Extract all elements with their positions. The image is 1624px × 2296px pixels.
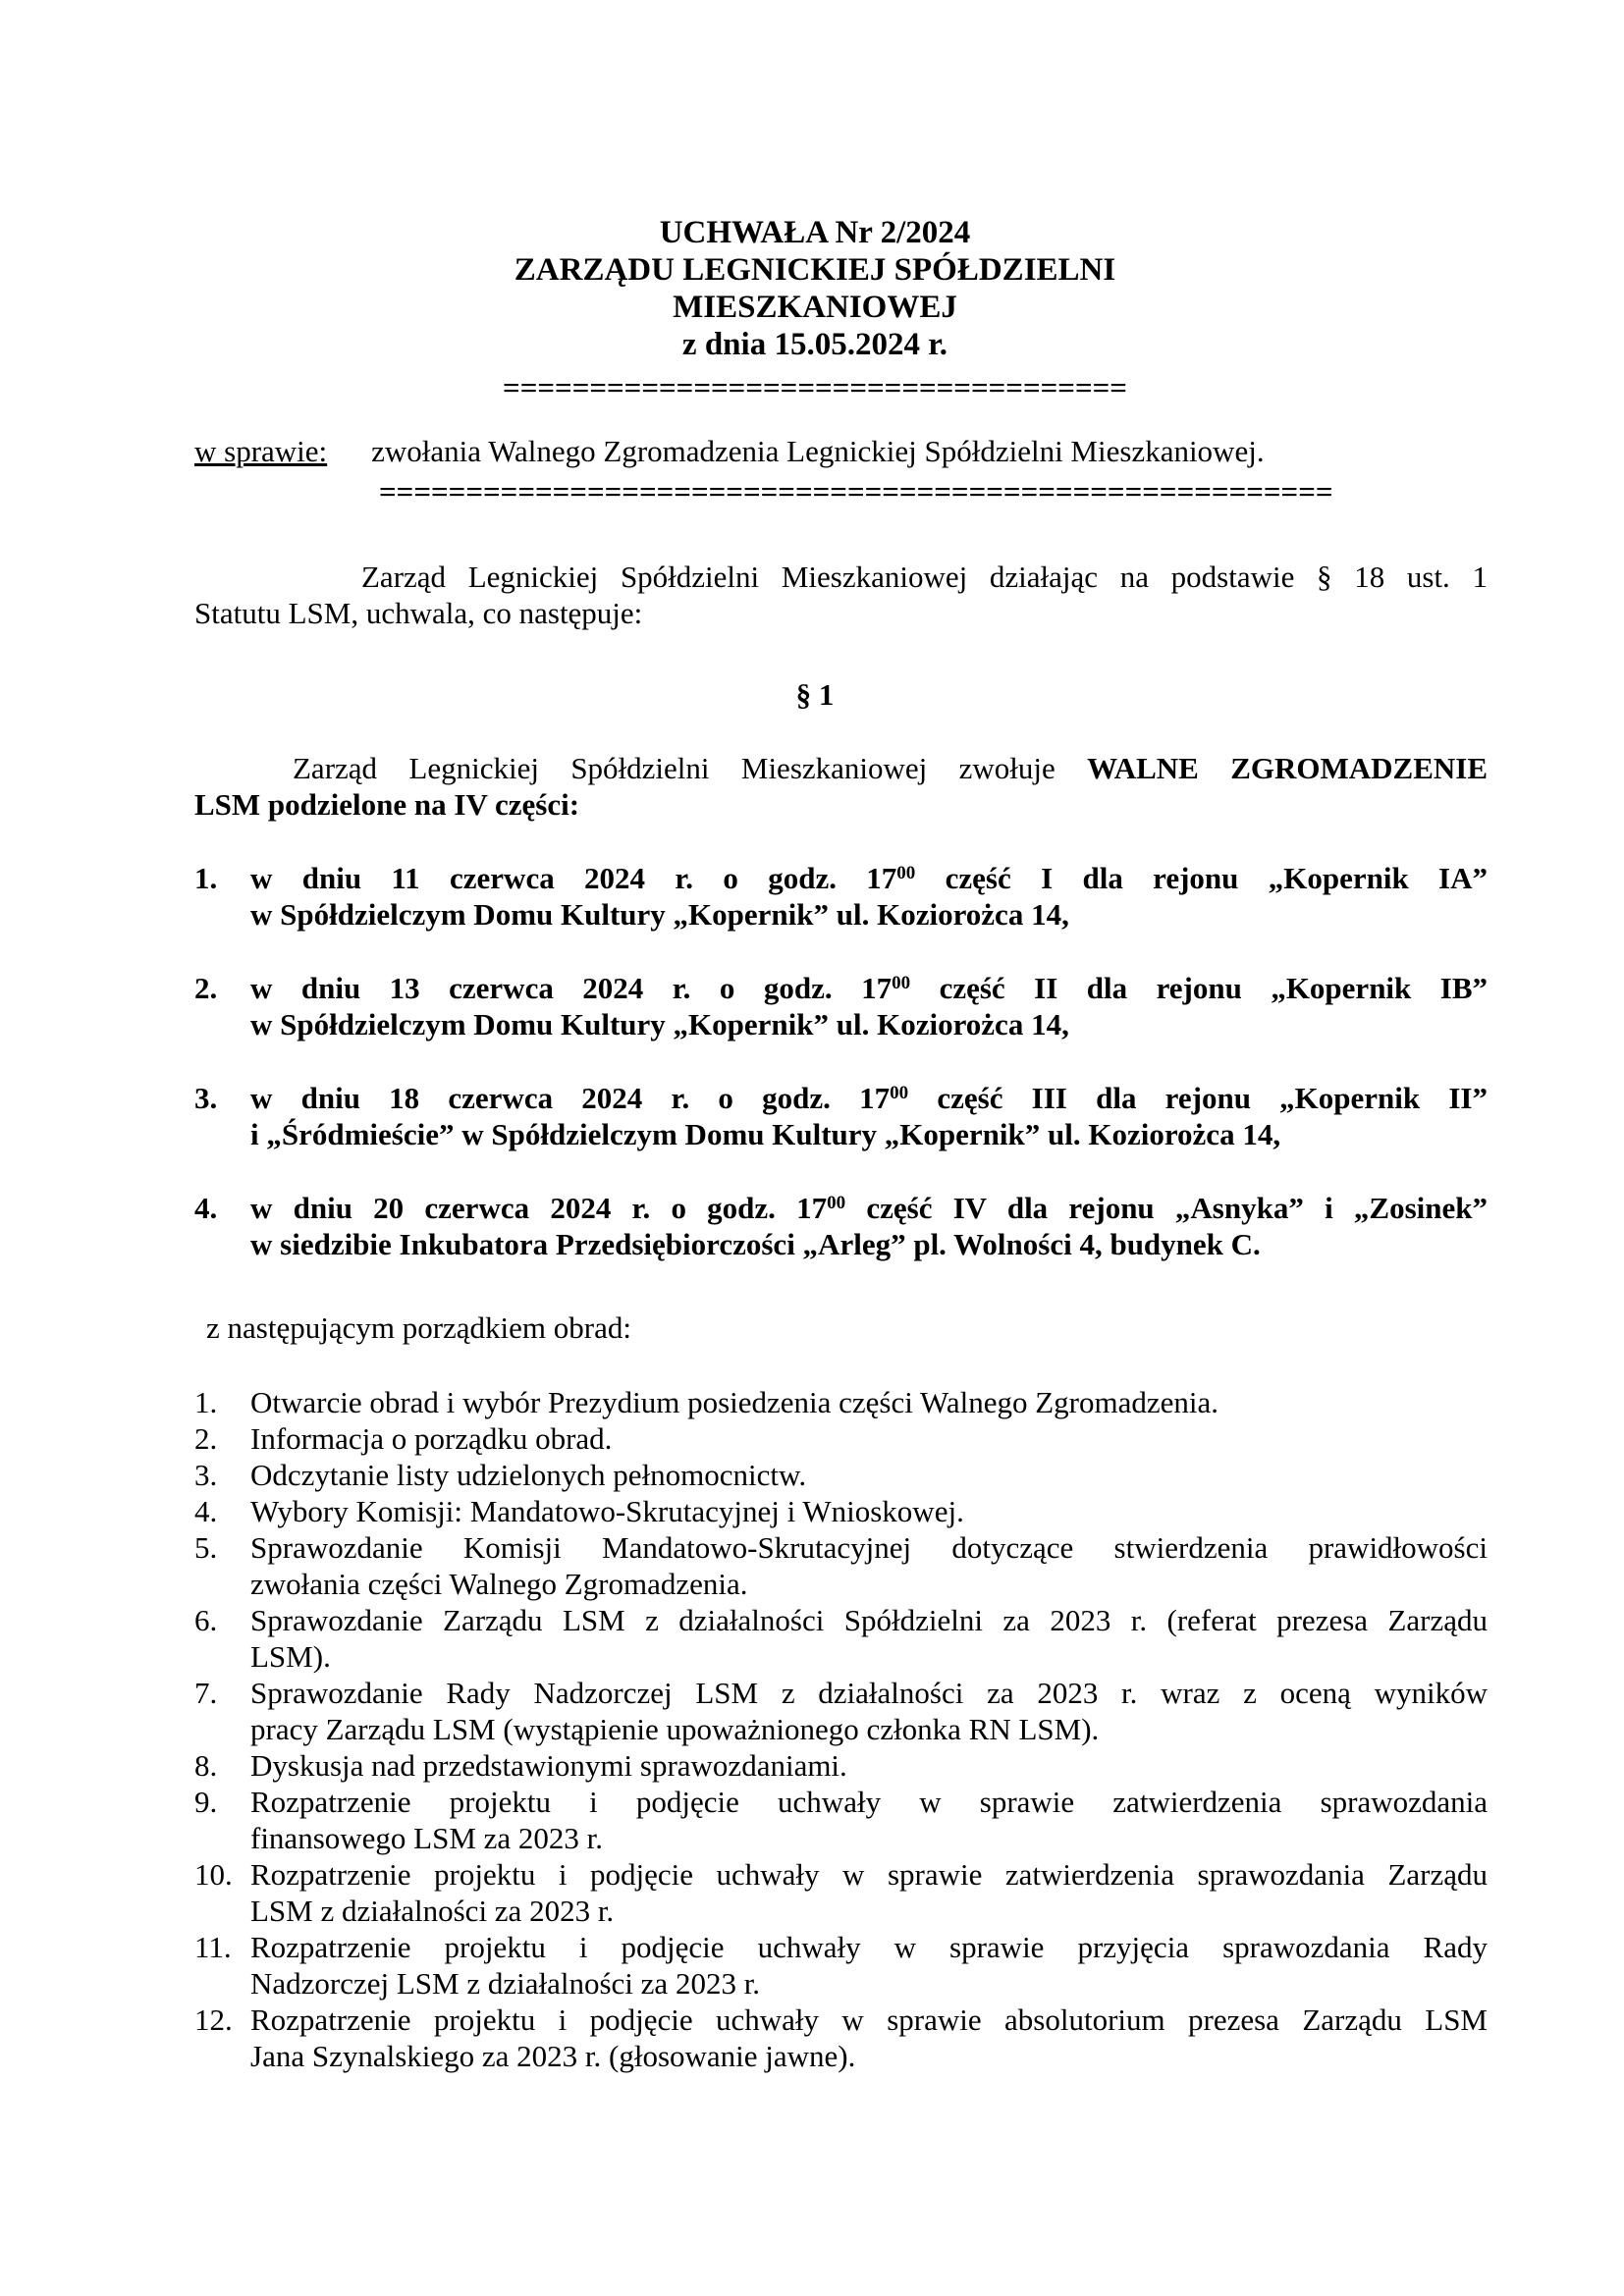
agenda-item (194, 1784, 1488, 1856)
intro-line-1: Zarząd Legnickiej Spółdzielni Mieszkaniowej działając na podstawie § 18 ust. 1 (361, 560, 1488, 594)
agenda-item-number: 6. (194, 1603, 218, 1637)
agenda-item-line2: zwołania części Walnego Zgromadzenia. (250, 1567, 748, 1601)
agenda-item (194, 2002, 1488, 2074)
agenda-item-line2: LSM z działalności za 2023 r. (250, 1894, 615, 1928)
meeting-item-line1: w dniu 18 czerwca 2024 r. o godz. $17^{00}$ część III dla rejonu „Kopernik II” (250, 1081, 1488, 1115)
agenda-item (194, 1457, 1488, 1493)
agenda-item-number: 3. (194, 1458, 218, 1492)
intro-paragraph (194, 559, 1488, 631)
agenda-item-number: 12. (194, 2002, 233, 2037)
subject-text: zwołania Walnego Zgromadzenia Legnickiej Spółdzielni Mieszkaniowej. (371, 434, 1265, 468)
meeting-item (194, 970, 1488, 1042)
agenda-item-number: 7. (194, 1676, 218, 1710)
agenda-item-line1: Rozpatrzenie projektu i podjęcie uchwały w sprawie przyjęcia sprawozdania Rady (250, 1930, 1488, 1964)
opening-line-2: LSM podzielone na IV części: (194, 787, 580, 822)
agenda-item-number: 1. (194, 1385, 218, 1419)
agenda-item (194, 1602, 1488, 1675)
meeting-item-line2: w Spółdzielczym Domu Kultury „Kopernik” ul. Koziorożca 14, (250, 1007, 1069, 1041)
agenda-item (194, 1384, 1488, 1420)
agenda-item (194, 1529, 1488, 1602)
separator-subject: ======================================================= (379, 474, 1333, 508)
agenda-item-line1: Dyskusja nad przedstawionymi sprawozdaniami. (250, 1748, 847, 1783)
title-line-4: z dnia 15.05.2024 r. (681, 327, 948, 362)
meeting-parts-list (194, 860, 1488, 1262)
agenda-item-line2: finansowego LSM za 2023 r. (250, 1821, 604, 1855)
agenda-item (194, 1493, 1488, 1529)
agenda-item-line2: Jana Szynalskiego za 2023 r. (głosowanie jawne). (250, 2039, 856, 2073)
agenda-item-number: 2. (194, 1421, 218, 1456)
document-title (194, 214, 1435, 363)
subject-row (194, 433, 1488, 469)
section-heading: § 1 (795, 677, 835, 712)
agenda-heading: z następującym porządkiem obrad: (206, 1310, 631, 1345)
opening-line-1-bold: WALNE ZGROMADZENIE (1087, 751, 1488, 785)
agenda-item-line1: Informacja o porządku obrad. (250, 1421, 613, 1456)
intro-line-2: Statutu LSM, uchwala, co następuje: (194, 596, 643, 630)
agenda-item (194, 1747, 1488, 1784)
time-superscript: 00 (892, 973, 911, 993)
title-line-1: UCHWAŁA Nr 2/2024 (659, 215, 971, 250)
agenda-item (194, 1675, 1488, 1747)
agenda-item-number: 9. (194, 1785, 218, 1819)
subject-label: w sprawie: (194, 434, 328, 468)
agenda-item-line1: Rozpatrzenie projektu i podjęcie uchwały w sprawie zatwierdzenia sprawozdania Zarządu (250, 1857, 1488, 1892)
agenda-item-number: 11. (194, 1930, 232, 1964)
agenda-item-line1: Rozpatrzenie projektu i podjęcie uchwały w sprawie absolutorium prezesa Zarządu LSM (250, 2002, 1488, 2037)
meeting-item (194, 1190, 1488, 1262)
agenda-item-line1: Otwarcie obrad i wybór Prezydium posiedzenia części Walnego Zgromadzenia. (250, 1385, 1218, 1419)
agenda-item-number: 8. (194, 1748, 218, 1783)
agenda-item-line1: Rozpatrzenie projektu i podjęcie uchwały w sprawie zatwierdzenia sprawozdania (250, 1785, 1488, 1819)
agenda-item (194, 1856, 1488, 1929)
title-line-3: MIESZKANIOWEJ (673, 290, 957, 325)
agenda-item (194, 1420, 1488, 1457)
opening-line-1 (194, 750, 1488, 786)
title-line-2: ZARZĄDU LEGNICKIEJ SPÓŁDZIELNI (514, 252, 1116, 288)
meeting-item-line1: w dniu 11 czerwca 2024 r. o godz. $17^{00}$ część I dla rejonu „Kopernik IA” (250, 861, 1489, 895)
meeting-item-number: 1. (194, 861, 218, 895)
meeting-item-line1: w dniu 13 czerwca 2024 r. o godz. $17^{00}$ część II dla rejonu „Kopernik IB” (250, 971, 1488, 1005)
agenda-item-line2: pracy Zarządu LSM (wystąpienie upoważnionego członka RN LSM). (250, 1712, 1100, 1746)
agenda-list (194, 1384, 1488, 2074)
opening-paragraph (194, 750, 1488, 823)
agenda-item-line2: Nadzorczej LSM z działalności za 2023 r. (250, 1966, 761, 2001)
opening-line-1-normal: Zarząd Legnickiej Spółdzielni Mieszkaniowej zwołuje (293, 751, 1088, 785)
meeting-item-line2: w siedzibie Inkubatora Przedsiębiorczości „Arleg” pl. Wolności 4, budynek C. (250, 1227, 1261, 1261)
meeting-item-line2: i „Śródmieście” w Spółdzielczym Domu Kultury „Kopernik” ul. Koziorożca 14, (250, 1117, 1281, 1151)
meeting-item (194, 860, 1488, 933)
time-superscript: 00 (827, 1193, 846, 1213)
agenda-item-number: 10. (194, 1857, 233, 1892)
meeting-item-number: 4. (194, 1191, 218, 1225)
agenda-item (194, 1929, 1488, 2002)
time-superscript: 00 (890, 1083, 909, 1103)
meeting-item-line1: w dniu 20 czerwca 2024 r. o godz. $17^{00}$ część IV dla rejonu „Asnyka” i „Zosinek” (250, 1191, 1489, 1225)
agenda-item-line2: LSM). (250, 1639, 331, 1674)
meeting-item-number: 2. (194, 971, 218, 1005)
meeting-item-line2: w Spółdzielczym Domu Kultury „Kopernik” ul. Koziorożca 14, (250, 897, 1069, 932)
agenda-item-number: 4. (194, 1494, 218, 1528)
agenda-item-line1: Wybory Komisji: Mandatowo-Skrutacyjnej i Wnioskowej. (250, 1494, 964, 1528)
meeting-item (194, 1080, 1488, 1152)
meeting-item-number: 3. (194, 1081, 218, 1115)
time-superscript: 00 (896, 863, 916, 883)
agenda-item-number: 5. (194, 1530, 218, 1565)
agenda-item-line1: Sprawozdanie Rady Nadzorczej LSM z działalności za 2023 r. wraz z oceną wyników (250, 1676, 1488, 1710)
agenda-item-line1: Sprawozdanie Komisji Mandatowo-Skrutacyjnej dotyczące stwierdzenia prawidłowości (250, 1530, 1488, 1565)
agenda-item-line1: Sprawozdanie Zarządu LSM z działalności Spółdzielni za 2023 r. (referat prezesa Zarządu (250, 1603, 1488, 1637)
agenda-item-line1: Odczytanie listy udzielonych pełnomocnictw. (250, 1458, 807, 1492)
separator-top: ==================================== (503, 370, 1127, 404)
